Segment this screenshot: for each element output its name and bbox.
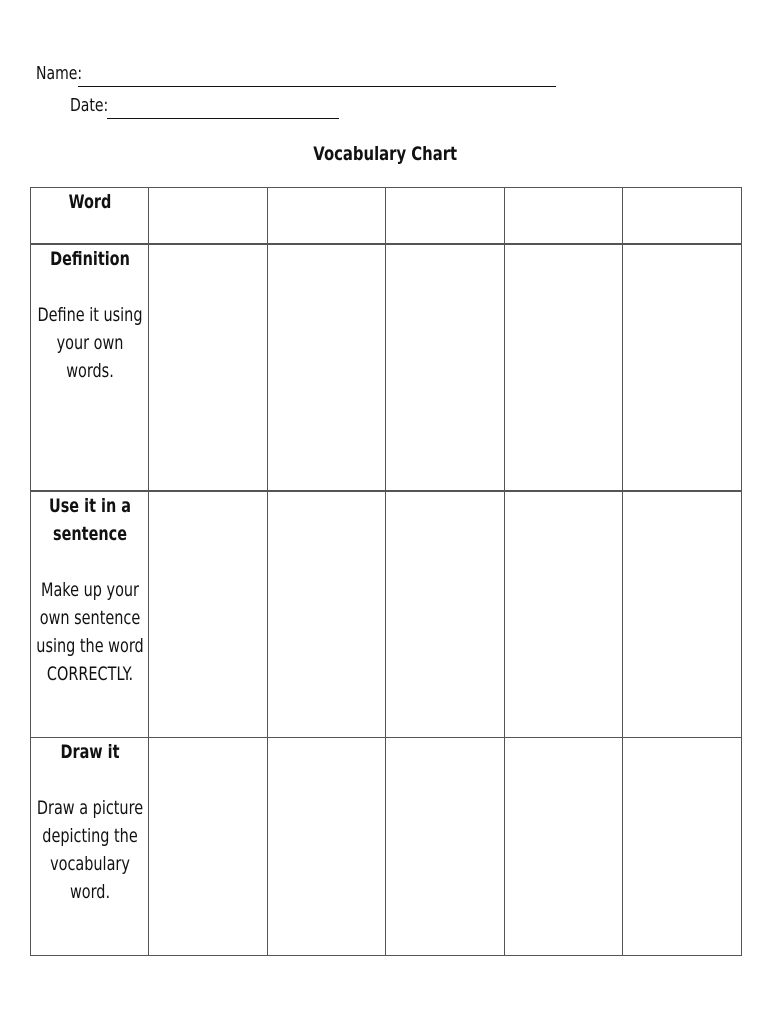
name-underline[interactable] xyxy=(78,66,556,87)
sentence-cell-3[interactable] xyxy=(386,491,505,738)
row-title: Word xyxy=(68,191,112,213)
sentence-cell-5[interactable] xyxy=(623,491,742,738)
date-label: Date: xyxy=(70,95,109,116)
row-description: Define it using your own words. xyxy=(37,304,143,382)
row-header-definition xyxy=(31,244,149,491)
word-cell-1[interactable] xyxy=(149,188,268,245)
page-title-text: Vocabulary Chart xyxy=(313,143,457,165)
sentence-cell-1[interactable] xyxy=(149,491,268,738)
row-description: Make up your own sentence using the word CORRECTLY. xyxy=(36,579,144,685)
row-title: Definition xyxy=(50,248,130,270)
row-description: Draw a picture depicting the vocabulary word. xyxy=(36,797,144,903)
row-title: Use it in a sentence xyxy=(48,495,132,545)
definition-cell-4[interactable] xyxy=(504,244,623,491)
table-row-definition xyxy=(31,244,742,491)
table-row-draw xyxy=(31,738,742,956)
draw-cell-1[interactable] xyxy=(149,738,268,956)
page-title xyxy=(0,142,770,166)
sentence-cell-2[interactable] xyxy=(267,491,386,738)
word-cell-2[interactable] xyxy=(267,188,386,245)
row-header-sentence xyxy=(31,491,149,738)
word-cell-5[interactable] xyxy=(623,188,742,245)
table-row-sentence xyxy=(31,491,742,738)
definition-cell-1[interactable] xyxy=(149,244,268,491)
definition-cell-3[interactable] xyxy=(386,244,505,491)
word-cell-3[interactable] xyxy=(386,188,505,245)
row-title: Draw it xyxy=(60,741,120,763)
draw-cell-4[interactable] xyxy=(504,738,623,956)
sentence-cell-4[interactable] xyxy=(504,491,623,738)
draw-cell-5[interactable] xyxy=(623,738,742,956)
row-header-draw xyxy=(31,738,149,956)
definition-cell-2[interactable] xyxy=(267,244,386,491)
word-cell-4[interactable] xyxy=(504,188,623,245)
row-header-word xyxy=(31,188,149,245)
draw-cell-3[interactable] xyxy=(386,738,505,956)
date-underline[interactable] xyxy=(107,98,339,119)
definition-cell-5[interactable] xyxy=(623,244,742,491)
table-row-word xyxy=(31,188,742,245)
vocabulary-table xyxy=(30,187,742,956)
name-label: Name: xyxy=(36,63,83,84)
draw-cell-2[interactable] xyxy=(267,738,386,956)
